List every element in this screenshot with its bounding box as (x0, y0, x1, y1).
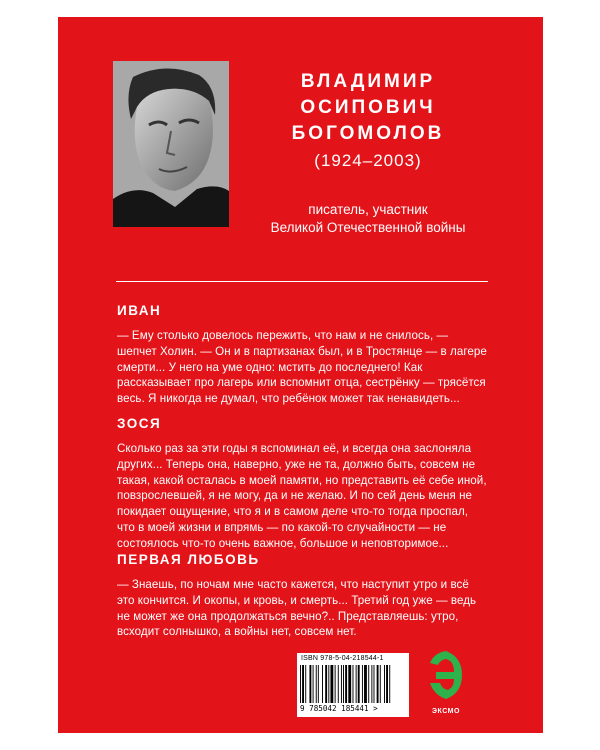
barcode-bar (313, 665, 314, 703)
author-portrait-image (113, 61, 229, 227)
barcode-bar (322, 665, 323, 703)
barcode-bar (338, 665, 339, 703)
section-text: Сколько раз за эти годы я вспоминал её, и всегда она заслоняла других... Теперь она, наверно, уже не та, должно быть, совсем не такая, какой осталась в моей памяти, но представить её себе иной, повзрослевшей, я не могу, да и не желаю. И по сей день меня не покидает ощущение, что я и в самом деле что-то тогда проспал, что в моей жизни и впрямь — по какой-то случайности — не состоялось что-то очень важное, большое и неповторимое... (117, 442, 487, 550)
barcode-bar (345, 665, 347, 703)
section-text: — Ему столько довелось пережить, что нам и не снилось, — шепчет Холин. — Он и в партизанах был, и в Тростянце — в лагере смерти... У него на уме одно: мстить до последнего! Как рассказывает про лагерь или вспомнит отца, сестрёнку — трясётся весь. Я никогда не думал, что ребёнок может так ненавидеть... (117, 329, 487, 406)
eksmo-logo-icon (426, 649, 466, 701)
author-first-name: ВЛАДИМИР (300, 71, 436, 92)
barcode-bar (358, 665, 360, 703)
barcode-bar (368, 665, 369, 703)
author-role-line: Великой Отечественной войны (270, 220, 466, 235)
section-title: ИВАН (117, 303, 162, 318)
barcode-bar (341, 665, 342, 703)
barcode-bar (300, 665, 301, 703)
barcode-bar (374, 665, 375, 703)
barcode-bar (330, 665, 333, 703)
barcode-bar (335, 665, 336, 703)
barcode-bar (305, 665, 306, 703)
barcode-bar (364, 665, 367, 703)
author-patronymic: ОСИПОВИЧ (300, 97, 436, 118)
barcode-bar (302, 665, 304, 703)
section-title: ЗОСЯ (117, 416, 162, 431)
barcode-bar (356, 665, 357, 703)
barcode-bar (348, 665, 351, 703)
author-years: (1924–2003) (314, 151, 422, 170)
author-block (244, 69, 492, 237)
barcode-bar (371, 665, 372, 703)
barcode-bar (353, 665, 354, 703)
isbn-label: ISBN 978-5-04-218544-1 (301, 655, 384, 662)
barcode-bar (386, 665, 388, 703)
barcode-block (297, 653, 409, 717)
barcode-bar (318, 665, 319, 703)
barcode-bars (300, 665, 406, 703)
section-ivan (117, 303, 489, 407)
publisher-logo (423, 649, 469, 715)
book-back-cover (58, 17, 543, 733)
barcode-bar (377, 665, 379, 703)
barcode-digits: 9 785042 185441 > (300, 704, 378, 713)
section-first-love (117, 552, 489, 640)
barcode-bar (380, 665, 381, 703)
barcode-bar (384, 665, 385, 703)
barcode-bar (325, 665, 327, 703)
barcode-bar (343, 665, 344, 703)
section-title: ПЕРВАЯ ЛЮБОВЬ (117, 552, 260, 567)
author-role-line: писатель, участник (308, 202, 428, 217)
author-surname: БОГОМОЛОВ (291, 123, 445, 144)
barcode-bar (389, 665, 390, 703)
author-photo (113, 61, 229, 227)
author-role (244, 201, 492, 237)
divider-line (116, 281, 488, 282)
barcode-bar (309, 665, 311, 703)
barcode-bar (328, 665, 329, 703)
section-zosya (117, 416, 489, 552)
section-text: — Знаешь, по ночам мне часто кажется, что наступит утро и всё это кончится. И окопы, и кровь, и смерть... Третий год уже — ведь не может же она продолжаться вечно?.. Представляешь: утро, всходит солнышко, а войны нет, совсем нет. (117, 578, 477, 639)
publisher-name: ЭКСМО (432, 708, 460, 715)
barcode-bar (362, 665, 363, 703)
barcode-bar (316, 665, 317, 703)
